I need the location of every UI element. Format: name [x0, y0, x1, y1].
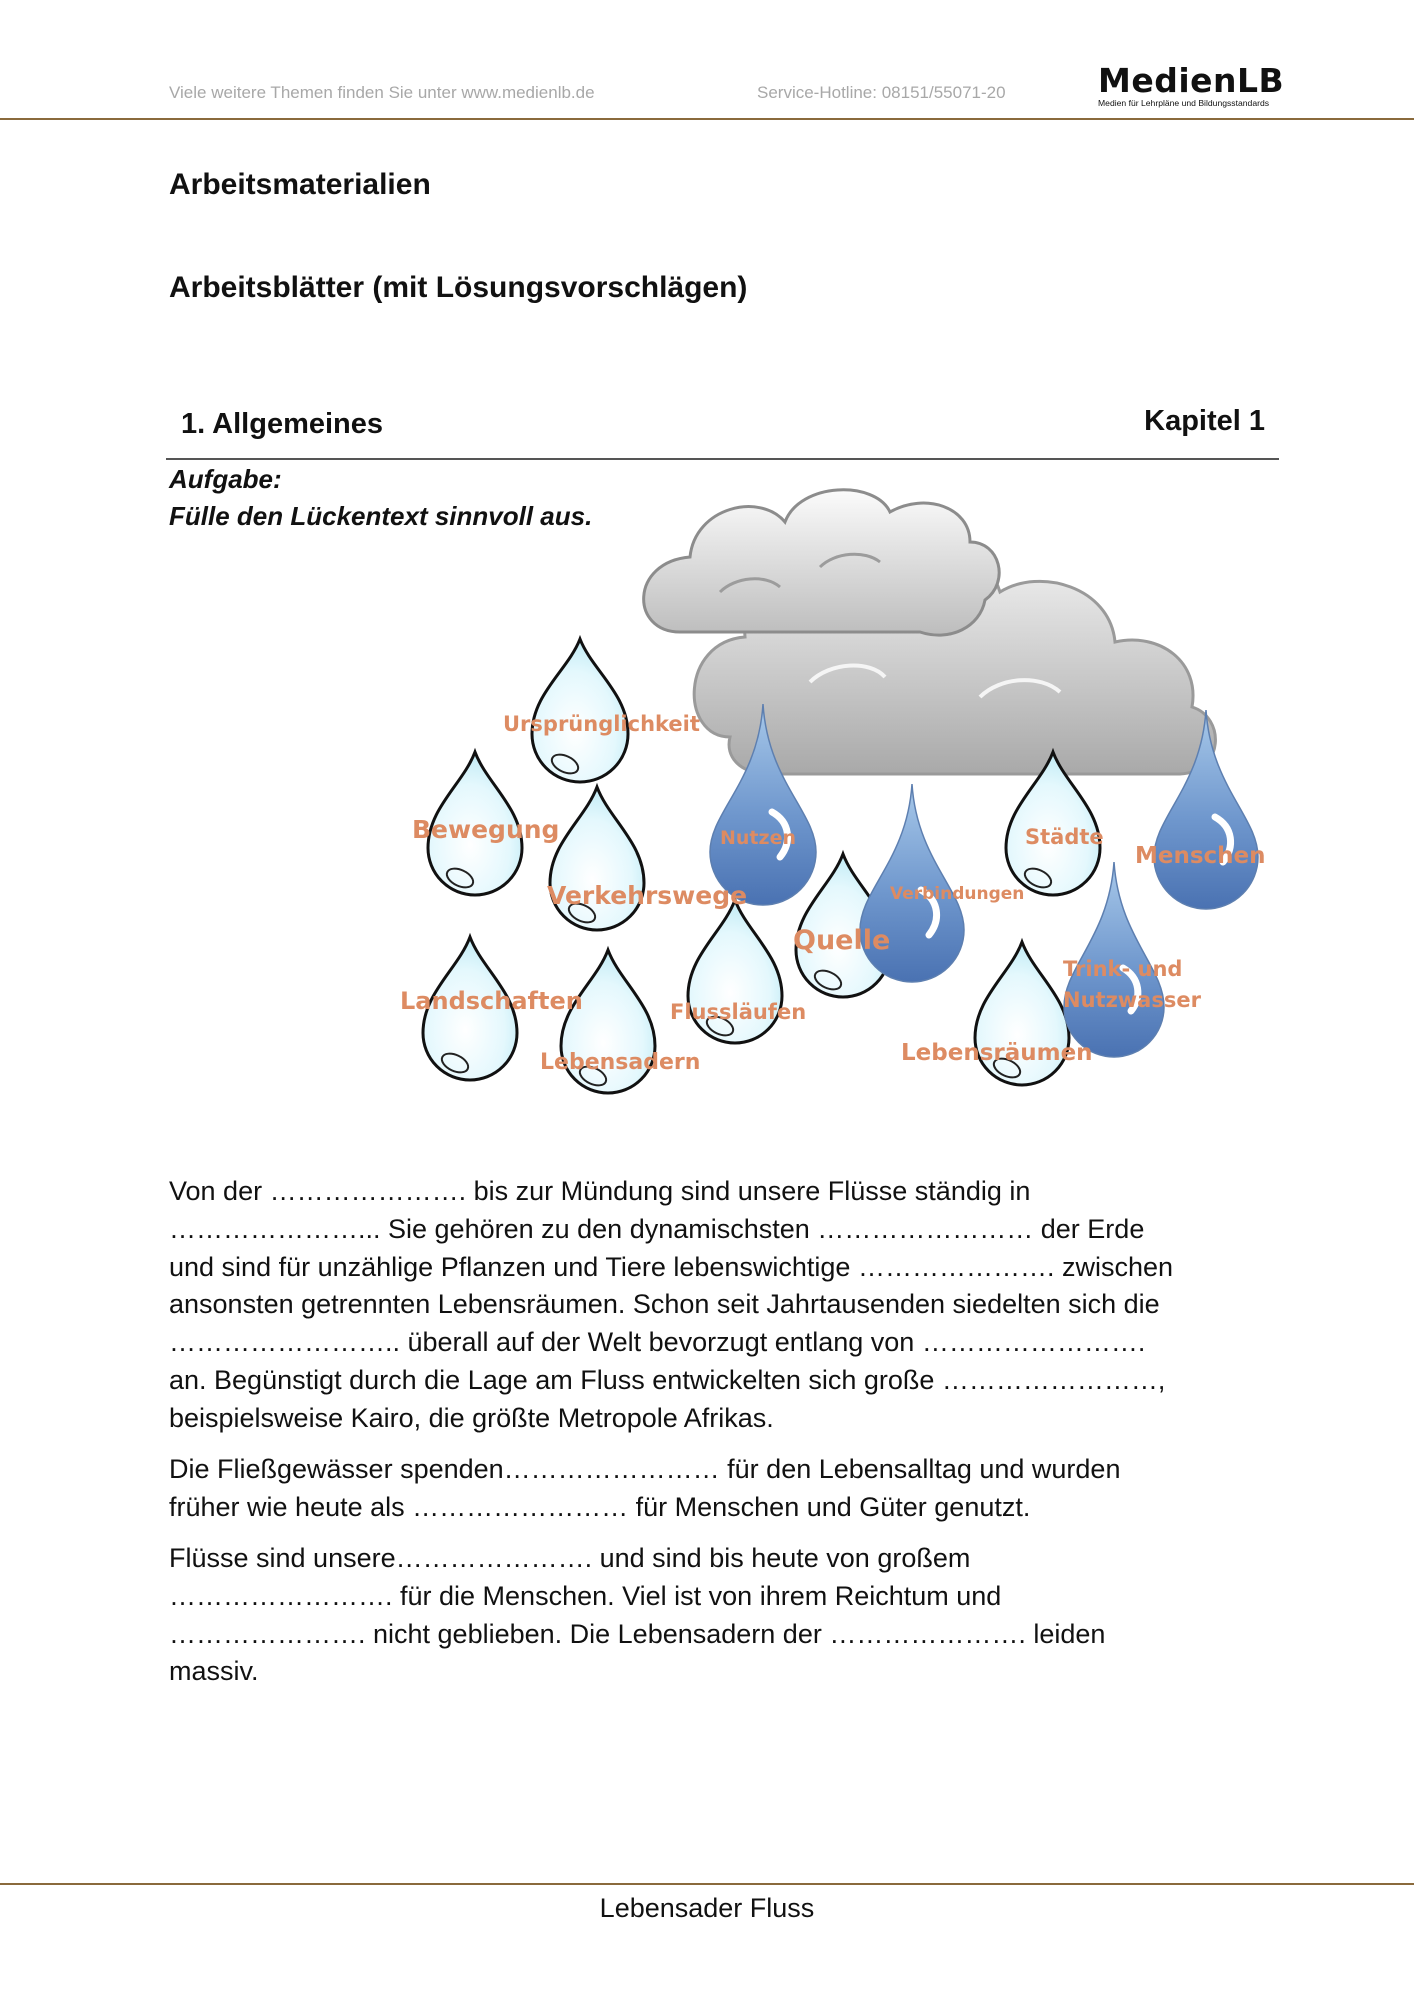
word-label-menschen: Menschen: [1135, 843, 1266, 869]
text-line: Die Fließgewässer spenden…………………… für den Lebensalltag und wurden: [169, 1454, 1121, 1484]
logo-name: MedienLB: [1098, 61, 1285, 100]
word-label-nutzen: Nutzen: [720, 827, 796, 849]
word-label-verbindungen: Verbindungen: [890, 884, 1025, 904]
word-label-bewegung: Bewegung: [412, 815, 560, 844]
gap-text-paragraph-3: [169, 1540, 1249, 1691]
word-label-flusslaufen: Flussläufen: [670, 1000, 807, 1024]
section-title: 1. Allgemeines: [181, 408, 384, 440]
text-line: beispielsweise Kairo, die größte Metropole Afrikas.: [169, 1402, 774, 1433]
raindrop-icon: [532, 639, 628, 782]
text-line: ansonsten getrennten Lebensräumen. Schon seit Jahrtausenden siedelten sich die: [169, 1289, 1160, 1320]
chapter-heading-row: [166, 404, 1279, 458]
website-note: Viele weitere Themen finden Sie unter www.medienlb.de: [169, 83, 595, 102]
text-line: …………………. nicht geblieben. Die Lebensadern der …………………. leiden: [169, 1618, 1106, 1649]
chapter-label: Kapitel 1: [1144, 405, 1265, 437]
text-line: früher wie heute als …………………… für Menschen und Güter genutzt.: [169, 1491, 1031, 1522]
page-subtitle: Arbeitsblätter (mit Lösungsvorschlägen): [169, 271, 748, 304]
word-label-quelle: Quelle: [793, 925, 891, 956]
page-title: Arbeitsmaterialien: [169, 168, 431, 201]
header-divider: [0, 118, 1414, 120]
text-line: an. Begünstigt durch die Lage am Fluss entwickelten sich große ……………………,: [169, 1364, 1166, 1395]
word-label-verkehrswege: Verkehrswege: [547, 881, 748, 910]
word-label-stadte: Städte: [1025, 825, 1104, 849]
rain-cloud-illustration: [380, 482, 1280, 1102]
word-label-lebensadern: Lebensadern: [540, 1050, 701, 1075]
text-line: massiv.: [169, 1656, 259, 1687]
gap-text-paragraph-2: [169, 1451, 1249, 1527]
medienlb-logo: [1098, 61, 1288, 108]
gap-text-paragraph-1: [169, 1173, 1249, 1438]
text-line: Von der …………………. bis zur Mündung sind unsere Flüsse ständig in: [169, 1176, 1031, 1206]
word-label-nutzwasser: Nutzwasser: [1063, 988, 1201, 1012]
chapter-divider: [166, 458, 1279, 460]
word-label-trink-und: Trink- und: [1063, 957, 1183, 981]
text-line: Flüsse sind unsere…………………. und sind bis heute von großem: [169, 1543, 971, 1573]
task-label: Aufgabe:: [169, 464, 282, 494]
footer-title: Lebensader Fluss: [599, 1893, 815, 1923]
word-label-lebensraumen: Lebensräumen: [901, 1040, 1093, 1066]
service-hotline: Service-Hotline: 08151/55071-20: [757, 83, 1006, 102]
footer-divider: [0, 1883, 1414, 1885]
text-line: ……………………. für die Menschen. Viel ist von ihrem Reichtum und: [169, 1580, 1002, 1611]
text-line: …………………….. überall auf der Welt bevorzugt entlang von …………………….: [169, 1327, 1146, 1358]
text-line: …………………... Sie gehören zu den dynamischsten …………………… der Erde: [169, 1213, 1145, 1244]
text-line: und sind für unzählige Pflanzen und Tiere lebenswichtige …………………. zwischen: [169, 1251, 1173, 1282]
word-label-ursprunglichkeit: Ursprünglichkeit: [503, 712, 700, 736]
logo-tagline: Medien für Lehrpläne und Bildungsstandards: [1098, 98, 1270, 108]
word-label-landschaften: Landschaften: [400, 987, 583, 1015]
task-instruction: Fülle den Lückentext sinnvoll aus.: [169, 501, 593, 531]
cloud-icon: [644, 490, 1216, 774]
